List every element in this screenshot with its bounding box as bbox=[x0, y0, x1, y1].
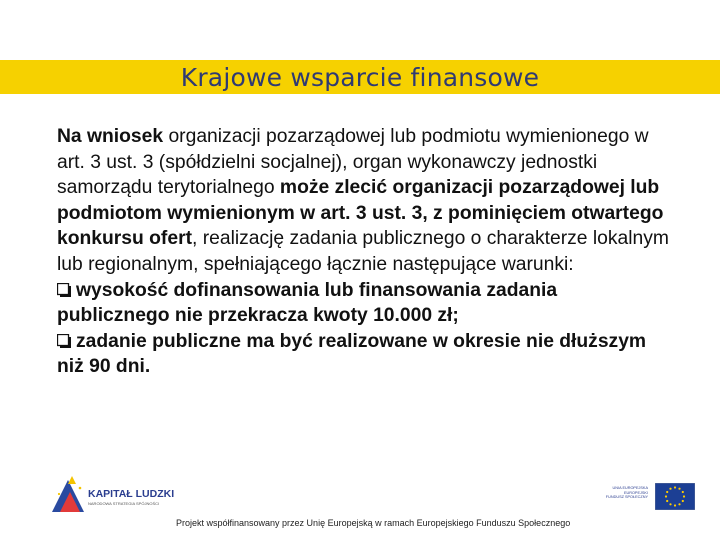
title-band bbox=[0, 60, 720, 94]
intro-bold-1: może zlecić organizacji pozarządowej lub podmiotom wymienionym w art. 3 ust. 3, z pominięciem otwartego konkursu ofert bbox=[57, 177, 664, 250]
main-content bbox=[57, 124, 669, 380]
kapital-ludzki-logo bbox=[50, 474, 190, 514]
checkbox-bullet-icon bbox=[57, 283, 71, 297]
logo-title: KAPITAŁ LUDZKI bbox=[88, 488, 175, 500]
eu-line-3: FUNDUSZ SPOŁECZNY bbox=[605, 495, 648, 500]
checkbox-bullet-icon bbox=[57, 334, 71, 348]
intro-lead: Na wniosek bbox=[57, 126, 164, 147]
intro-text-2: , realizację zadania publicznego o charakterze lokalnym lub regionalnym, spełniającego łącznie następujące warunki: bbox=[57, 228, 669, 275]
eu-caption bbox=[598, 486, 648, 500]
bullet-text-2: zadanie publiczne ma być realizowane w okresie nie dłuższym niż 90 dni. bbox=[57, 330, 647, 378]
intro-paragraph bbox=[57, 124, 669, 278]
cofinance-text: Projekt współfinansowany przez Unię Europejską w ramach Europejskiego Funduszu Społecznego bbox=[176, 518, 571, 528]
bullet-item-2 bbox=[57, 329, 669, 380]
intro-text-1: organizacji pozarządowej lub podmiotu wymienionego w art. 3 ust. 3 (spółdzielni socjalnej), organ wykonawczy jednostki samorządu terytorialnego bbox=[57, 126, 649, 199]
eu-line-2: EUROPEJSKI bbox=[623, 490, 648, 495]
eu-flag-icon bbox=[655, 483, 695, 510]
page-title: Krajowe wsparcie finansowe bbox=[180, 62, 540, 92]
bullet-text-1: wysokość dofinansowania lub finansowania zadania publicznego nie przekracza kwoty 10.000 zł; bbox=[57, 279, 558, 327]
bullet-item-1 bbox=[57, 278, 669, 329]
eu-line-1: UNIA EUROPEJSKA bbox=[612, 486, 648, 490]
logo-subtitle: NARODOWA STRATEGIA SPÓJNOŚCI bbox=[88, 501, 160, 506]
